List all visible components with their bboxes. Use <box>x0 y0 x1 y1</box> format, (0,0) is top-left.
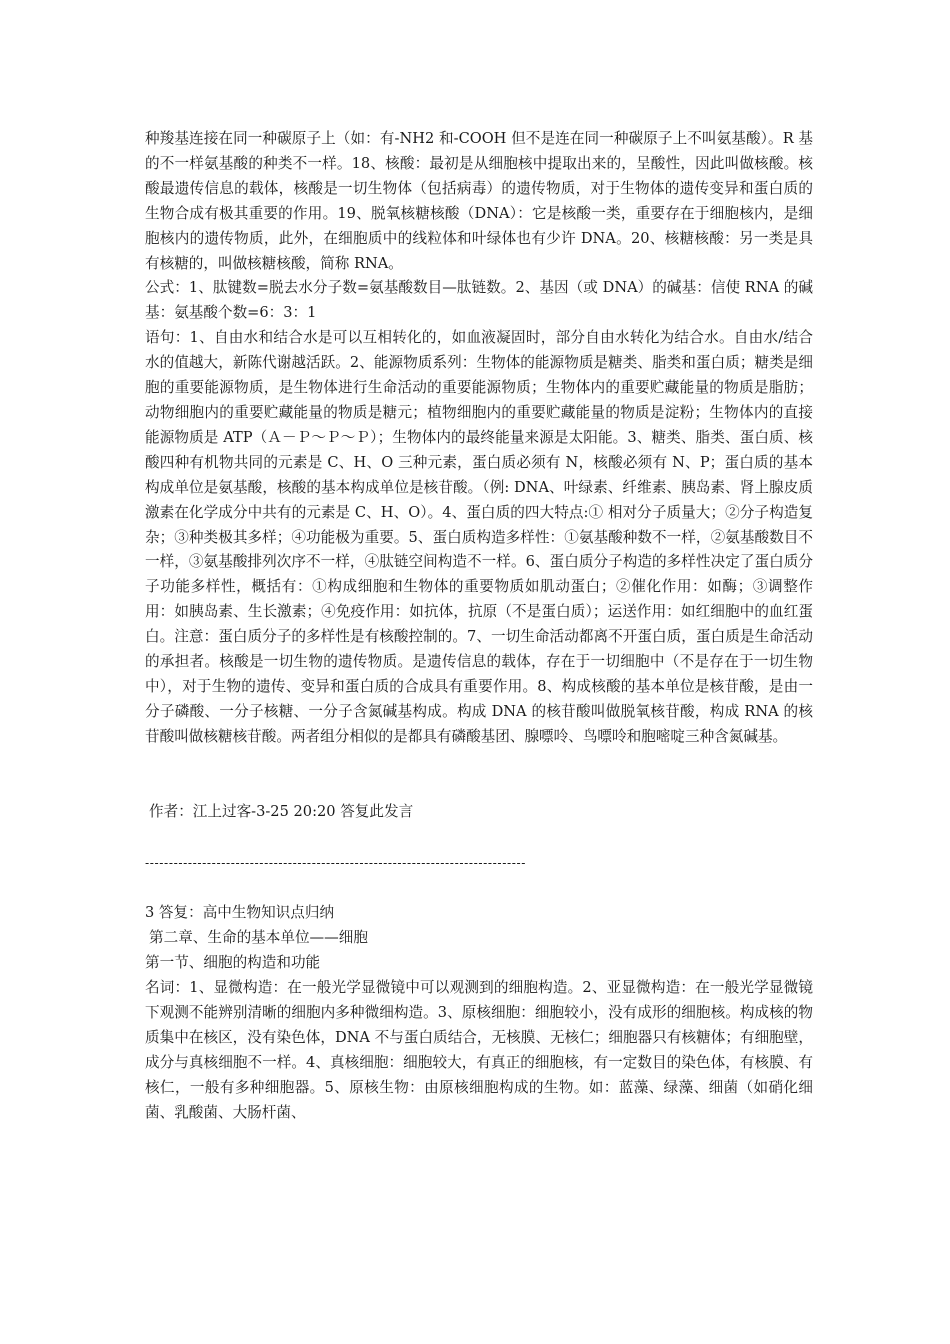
spacer <box>145 825 813 851</box>
separator-line: -------------------------------------------------------------------------------- <box>145 855 527 870</box>
paragraph-formulas: 公式：1、肽键数=脱去水分子数=氨基酸数目—肽链数。2、基因（或 DNA）的碱基：信使 RNA 的碱基：氨基酸个数=6：3：1 <box>145 279 813 322</box>
document-body <box>145 127 813 1126</box>
spacer <box>145 750 813 800</box>
spacer <box>145 875 813 901</box>
paragraph-statements: 语句：1、自由水和结合水是可以互相转化的，如血液凝固时，部分自由水转化为结合水。自由水/结合水的值越大，新陈代谢越活跃。2、能源物质系列：生物体的能源物质是糖类、脂类和蛋白质；糖类是细胞的重要能源物质，是生物体进行生命活动的重要能源物质；生物体内的重要贮藏能量的物质是脂肪；动物细胞内的重要贮藏能量的物质是糖元；植物细胞内的重要贮藏能量的物质是淀粉；生物体内的直接能源物质是 ATP（Ａ－Ｐ～Ｐ～Ｐ）；生物体内的最终能量来源是太阳能。3、糖类、脂类、蛋白质、核酸四种有机物共同的元素是 C、H、O 三种元素，蛋白质必须有 N，核酸必须有 N、P；蛋白质的基本构成单位是氨基酸，核酸的基本构成单位是核苷酸。（例: DNA、叶绿素、纤维素、胰岛素、肾上腺皮质激素在化学成分中共有的元素是 C、H、O）。4、蛋白质的四大特点:① 相对分子质量大；②分子构造复杂；③种类极其多样；④功能极为重要。5、蛋白质构造多样性：①氨基酸种数不一样，②氨基酸数目不一样，③氨基酸排列次序不一样，④肽链空间构造不一样。6、蛋白质分子构造的多样性决定了蛋白质分子功能多样性，概括有：①构成细胞和生物体的重要物质如肌动蛋白；②催化作用：如酶；③调整作用：如胰岛素、生长激素；④免疫作用：如抗体，抗原（不是蛋白质）；运送作用：如红细胞中的血红蛋白。注意：蛋白质分子的多样性是有核酸控制的。7、一切生命活动都离不开蛋白质，蛋白质是生命活动的承担者。核酸是一切生物的遗传物质。是遗传信息的载体，存在于一切细胞中（不是存在于一切生物中），对于生物的遗传、变异和蛋白质的合成具有重要作用。8、构成核酸的基本单位是核苷酸，是由一分子磷酸、一分子核糖、一分子含氮碱基构成。构成 DNA 的核苷酸叫做脱氧核苷酸，构成 RNA 的核苷酸叫做核糖核苷酸。两者组分相似的是都具有磷酸基团、腺嘌呤、鸟嘌呤和胞嘧啶三种含氮碱基。 <box>145 329 814 745</box>
author-line: 作者：江上过客-3-25 20:20 答复此发言 <box>149 802 414 820</box>
reply-header: 3 答复：高中生物知识点归纳 <box>145 904 335 922</box>
paragraph-terms: 名词：1、显微构造：在一般光学显微镜中可以观测到的细胞构造。2、亚显微构造：在一般光学显微镜下观测不能辨别清晰的细胞内多种微细构造。3、原核细胞：细胞较小，没有成形的细胞核。构成核的物质集中在核区，没有染色体，DNA 不与蛋白质结合，无核膜、无核仁；细胞器只有核糖体；有细胞壁，成分与真核细胞不一样。4、真核细胞：细胞较大，有真正的细胞核，有一定数目的染色体，有核膜、有核仁，一般有多种细胞器。5、原核生物：由原核细胞构成的生物。如：蓝藻、绿藻、细菌（如硝化细菌、乳酸菌、大肠杆菌、 <box>145 979 813 1121</box>
chapter-title: 第二章、生命的基本单位——细胞 <box>149 929 368 947</box>
paragraph-amino-nucleic: 种羧基连接在同一种碳原子上（如：有-NH2 和-COOH 但不是连在同一种碳原子上不叫氨基酸）。R 基的不一样氨基酸的种类不一样。18、核酸：最初是从细胞核中提取出来的，呈酸性，因此叫做核酸。核酸最遗传信息的载体，核酸是一切生物体（包括病毒）的遗传物质，对于生物体的遗传变异和蛋白质的生物合成有极其重要的作用。19、脱氧核糖核酸（DNA）：它是核酸一类，重要存在于细胞核内，是细胞核内的遗传物质，此外，在细胞质中的线粒体和叶绿体也有少许 DNA。20、核糖核酸：另一类是具有核糖的，叫做核糖核酸，简称 RNA。 <box>145 130 813 272</box>
section-title: 第一节、细胞的构造和功能 <box>145 954 321 972</box>
